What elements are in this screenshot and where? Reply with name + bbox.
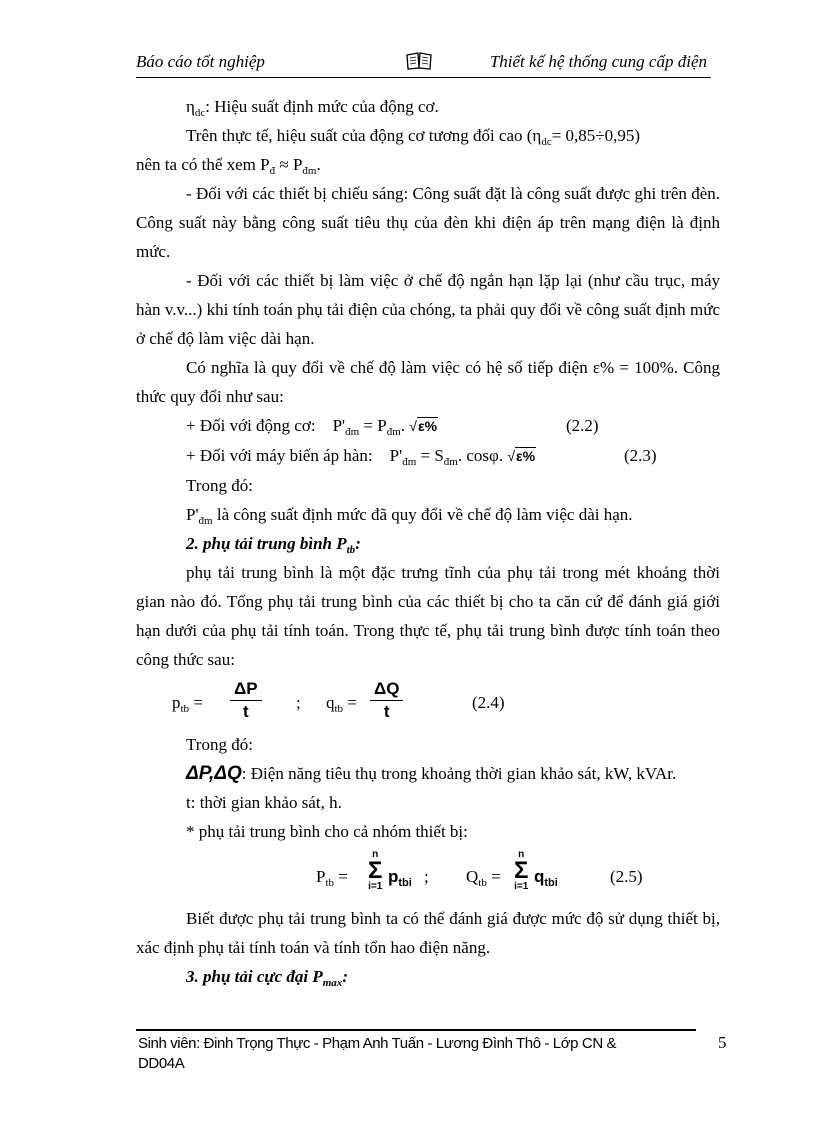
paragraph-average-load: phụ tải trung bình là một đặc trưng tĩnh của phụ tải trong mét khoảng thời gian nào đó. Tổng phụ tải trung bình của các thiết bị cho ta căn cứ để đánh giá giới hạn dưới của phụ tải tính toán. Trong thực tế, phụ tải trung bình được tính toán theo công thức sau: [136, 563, 720, 669]
page-number: 5 [718, 1033, 727, 1052]
paragraph-pdm-def: $P'_{đm}$ là công suất định mức đã quy đổi về chế độ làm việc dài hạn. [186, 505, 633, 527]
paragraph-energy-def: ΔP,ΔQ: Điện năng tiêu thụ trong khoảng thời gian khảo sát, kW, kVAr. [186, 763, 677, 784]
formula-2-4: $p_{tb}$ = $\frac{\Delta P}{t}$ ; $q_{tb}$ = $\frac{\Delta Q}{t}$ (2.4) [172, 679, 505, 721]
paragraph-efficiency-def: $\eta_{dc}$: Hiệu suất định mức của động cơ. [186, 97, 439, 119]
equation-number-2-5: (2.5) [610, 867, 643, 886]
sqrt-epsilon: √ε% [409, 418, 438, 434]
footer-divider [136, 1029, 696, 1031]
section-heading-max-load: 3. phụ tải cực đại $P_{max}$: [186, 967, 348, 989]
summation-sign: n Σ i=1 [514, 849, 529, 892]
paragraph-conversion: Có nghĩa là quy đổi về chế độ làm việc có hệ số tiếp điện ε% = 100%. Công thức quy đổi như sau: [136, 358, 720, 406]
header-left-title: Báo cáo tốt nghiệp [136, 52, 265, 71]
page-header [136, 50, 711, 76]
paragraph-usage: Biết được phụ tải trung bình ta có thể đánh giá được mức độ sử dụng thiết bị, xác định phụ tải tính toán và tính tổn hao điện năng. [136, 909, 720, 957]
where-label-2: Trong đó: [186, 735, 253, 754]
section-heading-average-load: 2. phụ tải trung bình $P_{tb}$: [186, 534, 361, 556]
header-divider [136, 77, 711, 78]
equation-number-2-2: (2.2) [566, 416, 599, 435]
header-right-title: Thiết kế hệ thống cung cấp điện [489, 52, 707, 71]
fraction-delta-q: $\frac{\Delta Q}{t}$ [370, 678, 403, 723]
summation-sign: n Σ i=1 [368, 849, 383, 892]
formula-2-2: + Đối với động cơ: $P'_{đm} = P_{đm}$. √ε% (2.2) [136, 411, 720, 441]
page-body [136, 92, 720, 991]
equation-number-2-3: (2.3) [624, 446, 657, 465]
paragraph-short-term: - Đối với các thiết bị làm việc ở chế độ ngắn hạn lặp lại (như cầu trục, máy hàn v.v...) khi tính toán phụ tải điện của chóng, ta phải quy đổi về công suất định mức ở chế độ làm việc dài hạn. [136, 271, 720, 348]
footer-text: Sinh viên: Đinh Trọng Thực - Phạm Anh Tuấn - Lương Đình Thô - Lớp CN & DD04A [138, 1035, 617, 1072]
paragraph-lighting: - Đối với các thiết bị chiếu sáng: Công suất đặt là công suất được ghi trên đèn. Công suất này bằng công suất tiêu thụ của đèn khi điện áp trên mạng điện là định mức. [136, 184, 720, 261]
formula-2-5: $P_{tb}$ = n Σ i=1 $p_{tbi}$ ; $Q_{tb}$ = n Σ i=1 $q_{tbi}$ (2.5) [316, 849, 643, 892]
equation-number-2-4: (2.4) [472, 693, 505, 712]
formula-2-3: + Đối với máy biến áp hàn: $P'_{đm} = S_{đm}$. cosφ. √ε% (2.3) [136, 441, 720, 471]
open-book-icon [404, 51, 434, 76]
paragraph-time-def: t: thời gian khảo sát, h. [186, 793, 342, 812]
paragraph-efficiency-range: Trên thực tế, hiệu suất của động cơ tương đối cao $(\eta_{dc}= 0,85\div 0,95)$ nên ta có thể xem $P_đ \approx P_{đm}$. [136, 126, 641, 177]
paragraph-group-load: * phụ tải trung bình cho cả nhóm thiết bị: [186, 822, 468, 841]
fraction-delta-p: $\frac{\Delta P}{t}$ [230, 678, 262, 723]
where-label-1: Trong đó: [186, 476, 253, 495]
sqrt-epsilon: √ε% [507, 448, 536, 464]
